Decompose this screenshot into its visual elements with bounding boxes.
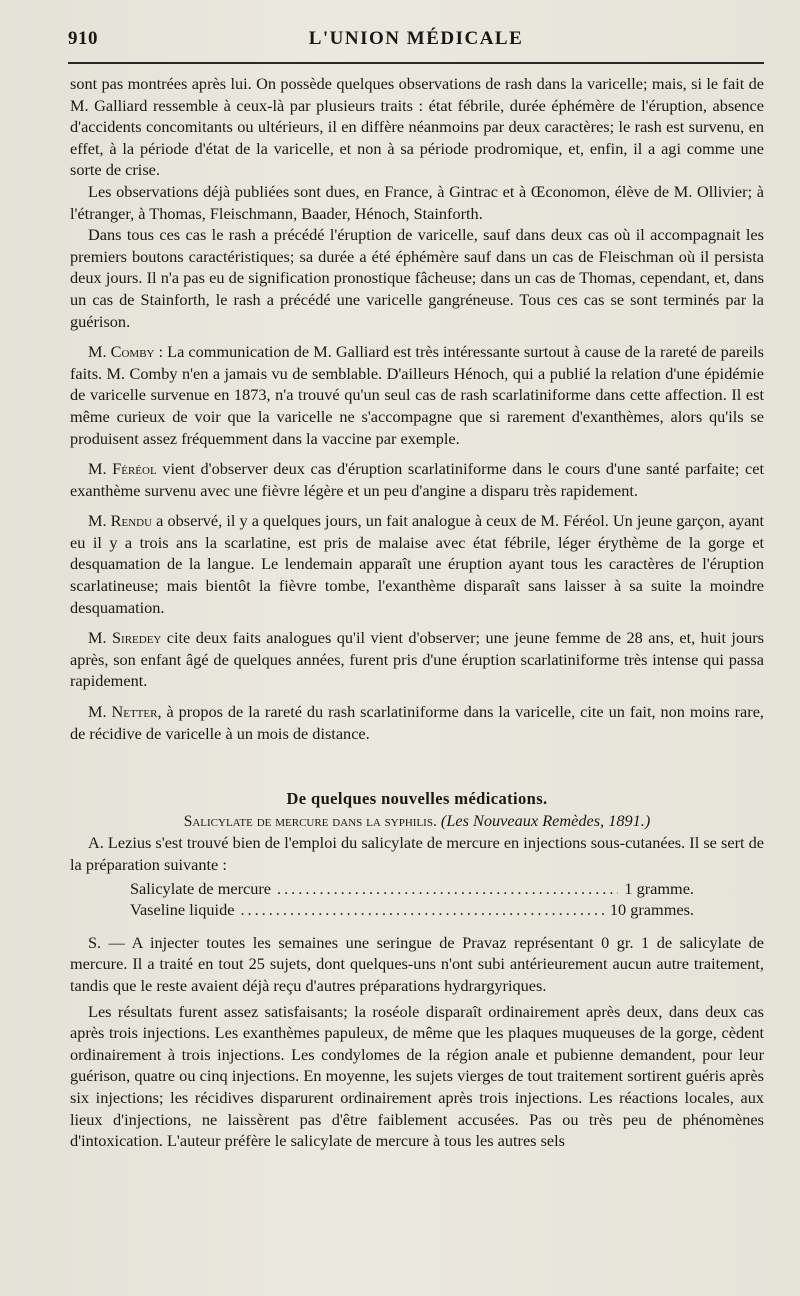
- formula-row: [70, 899, 764, 921]
- netter-text: , à propos de la rareté du rash scarlatiniforme dans la varicelle, cite un fait, non moins rare, de récidive de varicelle à un mois de distance.: [70, 702, 764, 743]
- paragraph-siredey: [70, 627, 764, 692]
- ingredient-quantity: 10 grammes.: [609, 900, 694, 920]
- siredey-text: cite deux faits analogues qu'il vient d'observer; une jeune femme de 28 ans, et, huit jours après, son enfant âgé de quelques années, furent pris d'une éruption scarlatiniforme très intense qui passa rapidement.: [70, 628, 764, 691]
- comby-text: : La communication de M. Galliard est très intéressante surtout à cause de la rareté de pareils faits. M. Comby n'en a jamais vu de semblable. D'ailleurs Hénoch, qui a publié la relation d'une épidémie de varicelle survenue en 1873, n'a trouvé qu'un seul cas de rash scarlatiniforme dans cette affection. Il est même curieux de voir que la varicelle ne s'accompagne que si rarement d'exanthèmes, alors qu'ils se produisent assez fréquemment dans la vaccine par exemple.: [70, 342, 764, 448]
- speaker-fereol: M. Féréol: [88, 459, 157, 479]
- leader-dots: [277, 878, 618, 900]
- section-subtitle: [70, 810, 764, 833]
- subtitle-source: (Les Nouveaux Remèdes, 1891.): [440, 810, 651, 830]
- paragraph-fereol: [70, 458, 764, 501]
- leader-dots: [240, 899, 603, 921]
- speaker-rendu: M. Rendu: [88, 511, 153, 531]
- paragraph-netter: [70, 701, 764, 744]
- ingredient-name: Vaseline liquide: [130, 900, 235, 920]
- section-title: De quelques nouvelles médications.: [286, 789, 548, 809]
- page-number: 910: [68, 28, 98, 49]
- page-header: [68, 28, 764, 56]
- formula-row: [70, 878, 764, 900]
- paragraph-intro: A. Lezius s'est trouvé bien de l'emploi du salicylate de mercure en injections sous-cutanées. Il se sert de la préparation suivante :: [70, 833, 764, 874]
- fereol-text: vient d'observer deux cas d'éruption scarlatiniforme dans le cours d'une santé parfaite; cet exanthème survenu avec une fièvre légère et un peu d'angine a disparu très rapidement.: [70, 459, 765, 500]
- rendu-text: a observé, il y a quelques jours, un fait analogue à ceux de M. Féréol. Un jeune garçon, ayant eu il y a trois ans la scarlatine, est pris de malaise avec état fébrile, léger érythème de la gorge et desquamation de la langue. Le lendemain apparaît une éruption ayant tous les caractères de l'éruption scarlatineuse; mais bientôt la fièvre tombe, l'exanthème disparaît sans laisser à sa suite la moindre desquamation.: [70, 511, 765, 617]
- article-body: [70, 73, 764, 1152]
- ingredient-name: Salicylate de mercure: [130, 878, 272, 898]
- formula-block: [70, 878, 764, 921]
- header-rule: [68, 62, 764, 64]
- paragraph-comby: [70, 341, 764, 449]
- paragraph-rendu: [70, 510, 764, 618]
- speaker-comby: M. Comby: [88, 342, 155, 362]
- speaker-netter: M. Netter: [88, 702, 158, 722]
- paragraph-instructions: S. — A injecter toutes les semaines une seringue de Pravaz représentant 0 gr. 1 de salicylate de mercure. Il a traité en tout 25 sujets, dont quelques-uns n'ont subi antérieurement aucun autre traitement, tandis que le reste avaient déjà reçu d'autres préparations hydrargyriques.: [70, 932, 764, 995]
- ingredient-quantity: 1 gramme.: [624, 878, 694, 898]
- paragraph-continuation: sont pas montrées après lui. On possède quelques observations de rash dans la varicelle; mais, si le fait de M. Galliard ressemble à ceux-là par plusieurs traits : état fébrile, durée éphémère de l'éruption, absence d'accidents concomitants ou ultérieurs, il en diffère néanmoins par deux caractères; le rash est survenu, en effet, à la période d'état de la varicelle, et non à sa période prodromique, et, enfin, il a agi comme une sorte de crise.: [70, 74, 764, 180]
- paragraph-cases: Dans tous ces cas le rash a précédé l'éruption de varicelle, sauf dans deux cas où il accompagnait les premiers boutons caractéristiques; sa durée a été éphémère sauf dans un cas de Fleischman où il persista deux jours. Il n'a pas eu de signification pronostique fâcheuse; dans un cas de Thomas, cependant, et, dans un cas de Stainforth, le rash a précédé une varicelle gangréneuse. Tous ces cas se sont terminés par la guérison.: [70, 225, 764, 331]
- speaker-siredey: M. Siredey: [88, 628, 162, 648]
- running-title: L'UNION MÉDICALE: [308, 28, 524, 49]
- subtitle-topic: Salicylate de mercure dans la syphilis.: [183, 812, 437, 830]
- paragraph-results: Les résultats furent assez satisfaisants; la roséole disparaît ordinairement après deux, dans deux cas après trois injections. Les exanthèmes papuleux, de même que les plaques muqueuses de la gorge, cèdent ordinairement à trois injections. Les condylomes de la région anale et pubienne demandent, pour leur guérison, quatre ou cinq injections. En moyenne, les sujets vierges de tout traitement sortirent guéris après six injections; les récidives disparurent ordinairement après trois injections. Les réactions locales, aux lieux d'injections, ne laissèrent pas d'être faiblement accusées. Pas ou très peu de phénomènes d'intoxication. L'auteur préfère le salicylate de mercure à tous les autres sels: [70, 1001, 764, 1151]
- paragraph-observations: Les observations déjà publiées sont dues, en France, à Gintrac et à Œconomon, élève de M. Ollivier; à l'étranger, à Thomas, Fleischmann, Baader, Hénoch, Stainforth.: [70, 181, 764, 223]
